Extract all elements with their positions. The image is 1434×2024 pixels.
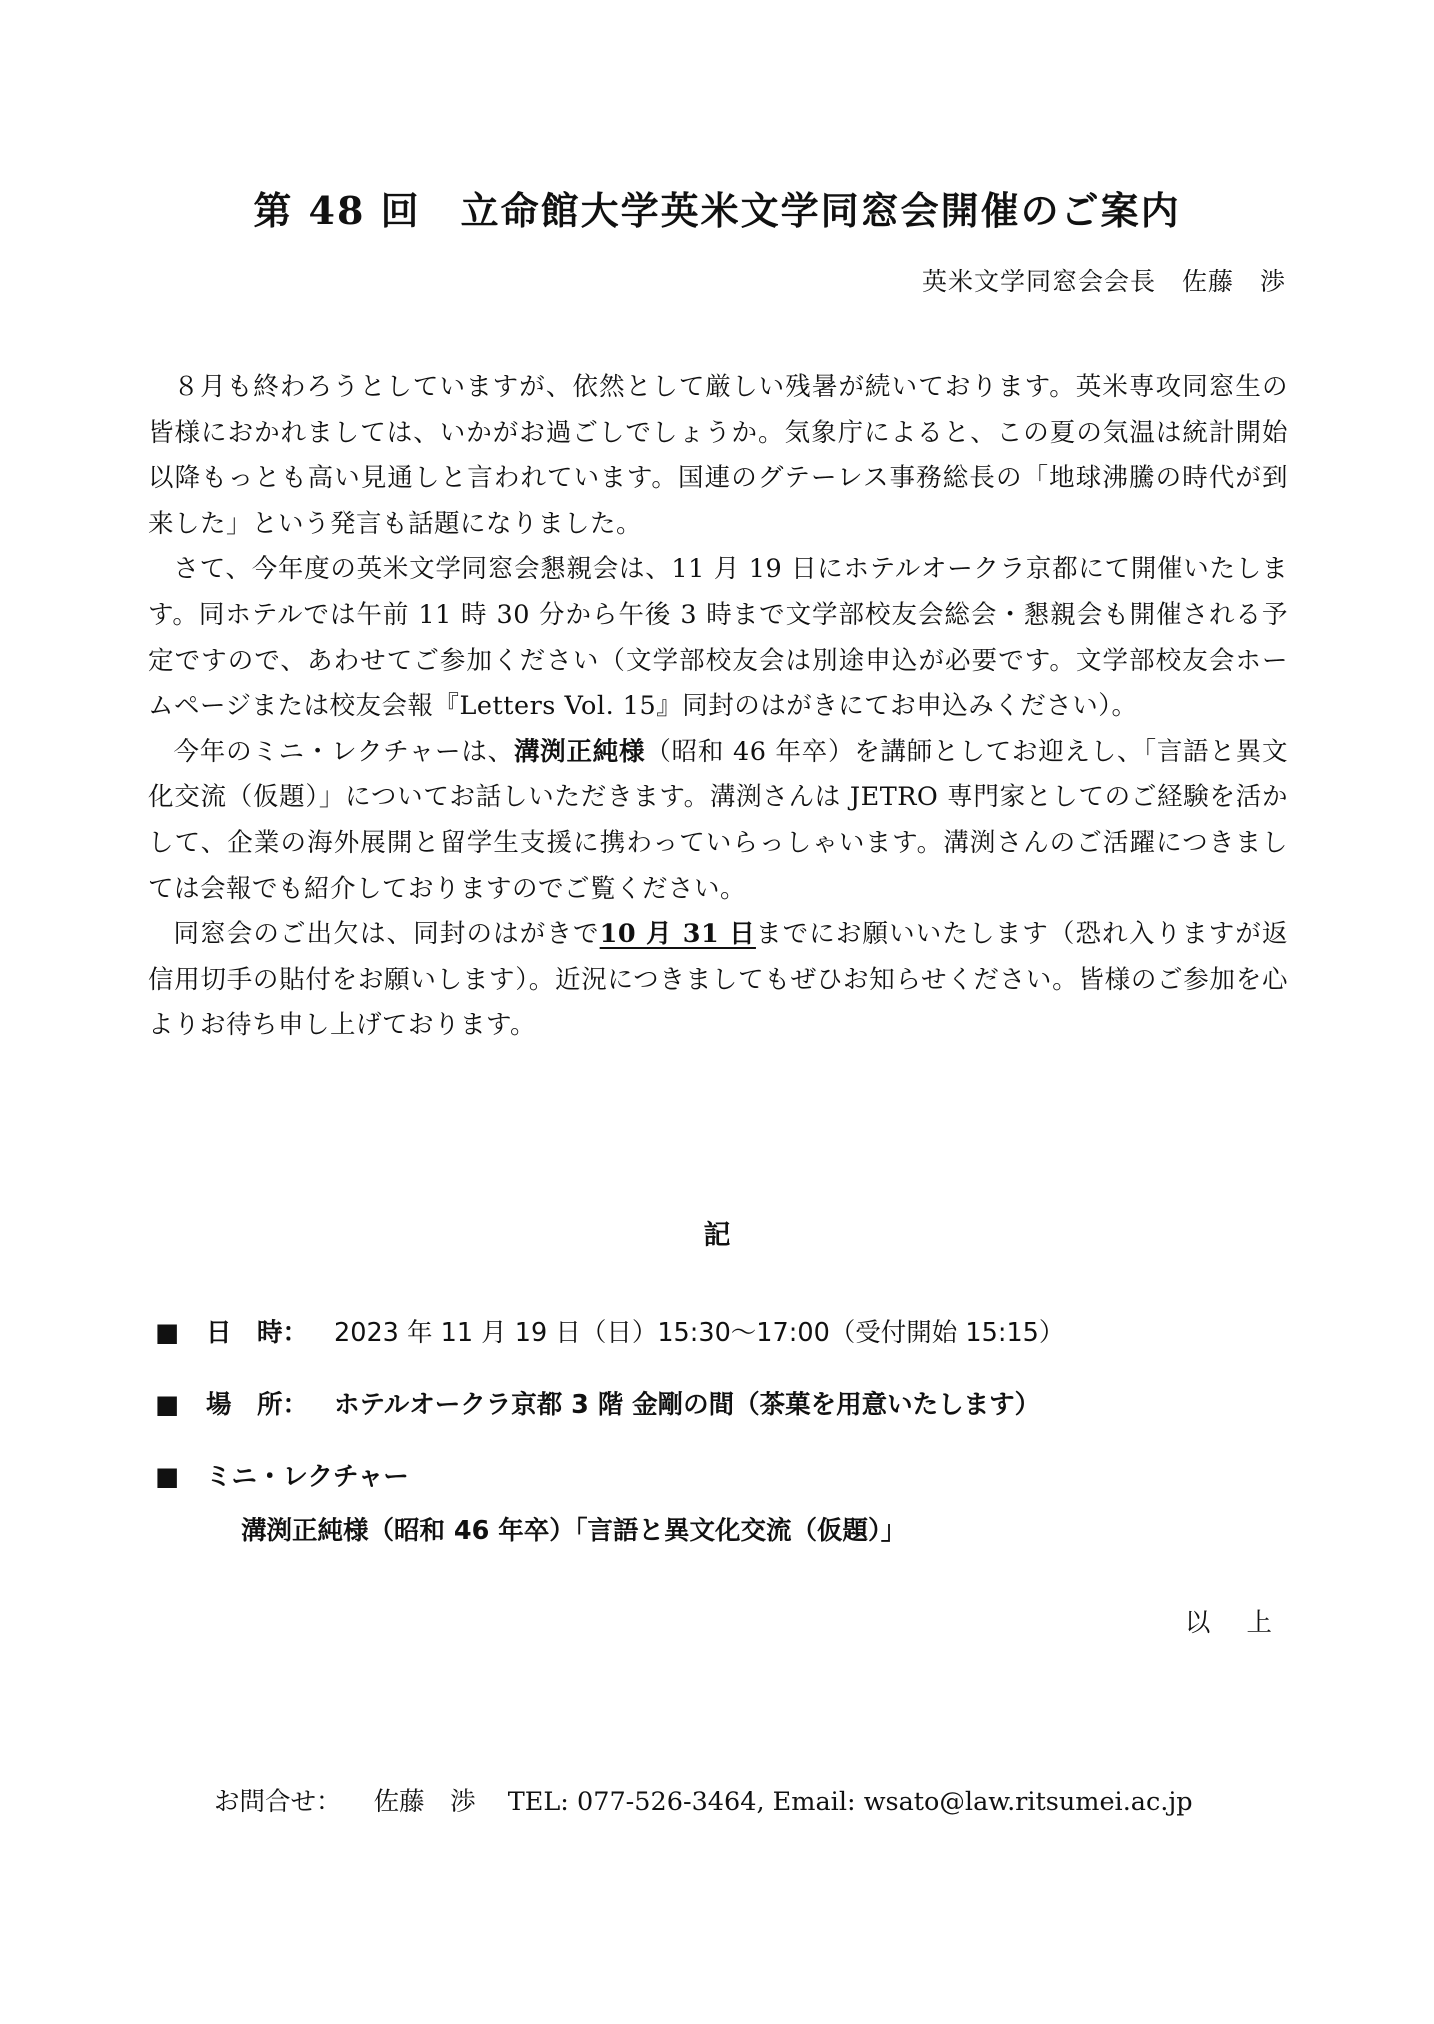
contact-name: 佐藤 渉 xyxy=(373,1787,476,1817)
rsvp-intro-text: 同窓会のご出欠は、同封のはがきで xyxy=(173,919,600,950)
contact-info: TEL: 077-526-3464, Email: wsato@law.ritsumei.ac.jp xyxy=(507,1787,1193,1817)
datetime-label: 日 時： xyxy=(206,1318,309,1348)
author-line: 英米文学同窓会会長 佐藤 渉 xyxy=(921,267,1286,296)
paragraph-lecture xyxy=(148,730,1288,912)
rsvp-deadline: 10 月 31 日 xyxy=(599,919,756,950)
page-title: 第 48 回 立命館大学英米文学同窓会開催のご案内 xyxy=(253,188,1181,233)
bullet-square-icon: ■ xyxy=(155,1462,180,1492)
ki-heading: 記 xyxy=(703,1220,731,1251)
lecture-intro-text: 今年のミニ・レクチャーは、 xyxy=(173,736,514,767)
contact-line xyxy=(214,1782,1193,1818)
lecture-label: ミニ・レクチャー xyxy=(206,1462,409,1492)
lecturer-name: 溝渕正純様 xyxy=(513,736,646,767)
place-label: 場 所： xyxy=(206,1390,309,1420)
datetime-row xyxy=(148,1313,1288,1353)
paragraph-greeting: ８月も終わろうとしていますが、依然として厳しい残暑が続いております。英米専攻同窓生の皆様におかれましては、いかがお過ごしでしょうか。気象庁によると、この夏の気温は統計開始以降もっとも高い見通しと言われています。国連のグテーレス事務総長の「地球沸騰の時代が到来した」という発言も話題になりました。 xyxy=(148,372,1288,539)
event-details xyxy=(148,1313,1288,1551)
bullet-square-icon: ■ xyxy=(155,1390,180,1420)
place-value: ホテルオークラ京都 3 階 金剛の間（茶菓を用意いたします） xyxy=(334,1390,1041,1420)
place-row xyxy=(148,1385,1288,1425)
lecture-row xyxy=(148,1457,1288,1497)
paragraph-rsvp xyxy=(148,912,1288,1049)
lecture-detail: 溝渕正純様（昭和 46 年卒）「言語と異文化交流（仮題）」 xyxy=(241,1516,907,1546)
datetime-value: 2023 年 11 月 19 日（日）15:30〜17:00（受付開始 15:15） xyxy=(334,1318,1065,1348)
lecture-description-text: （昭和 46 年卒）を講師としてお迎えし、「言語と異文化交流（仮題）」についてお話しいただきます。溝渕さんは JETRO 専門家としてのご経験を活かして、企業の海外展開と留学生支援に携わっていらっしゃいます。溝渕さんのご活躍につきましては会報でも紹介しておりますのでご覧ください。 xyxy=(148,736,1288,904)
rsvp-closing-text: までにお願いいたします（恐れ入りますが返信用切手の貼付をお願いします）。近況につきましてもぜひお知らせください。皆様のご参加を心よりお待ち申し上げております。 xyxy=(148,919,1288,1041)
paragraph-event: さて、今年度の英米文学同窓会懇親会は、11 月 19 日にホテルオークラ京都にて開催いたします。同ホテルでは午前 11 時 30 分から午後 3 時まで文学部校友会総会・懇親会も開催される予定ですので、あわせてご参加ください（文学部校友会は別途申込が必要です。文学部校友会ホームページまたは校友会報『Letters Vol. 15』同封のはがきにてお申込みください）。 xyxy=(148,554,1288,722)
closing-mark: 以 上 xyxy=(1184,1608,1286,1638)
contact-label: お問合せ： xyxy=(214,1787,342,1817)
letter-body xyxy=(148,365,1288,1049)
bullet-square-icon: ■ xyxy=(155,1318,180,1348)
